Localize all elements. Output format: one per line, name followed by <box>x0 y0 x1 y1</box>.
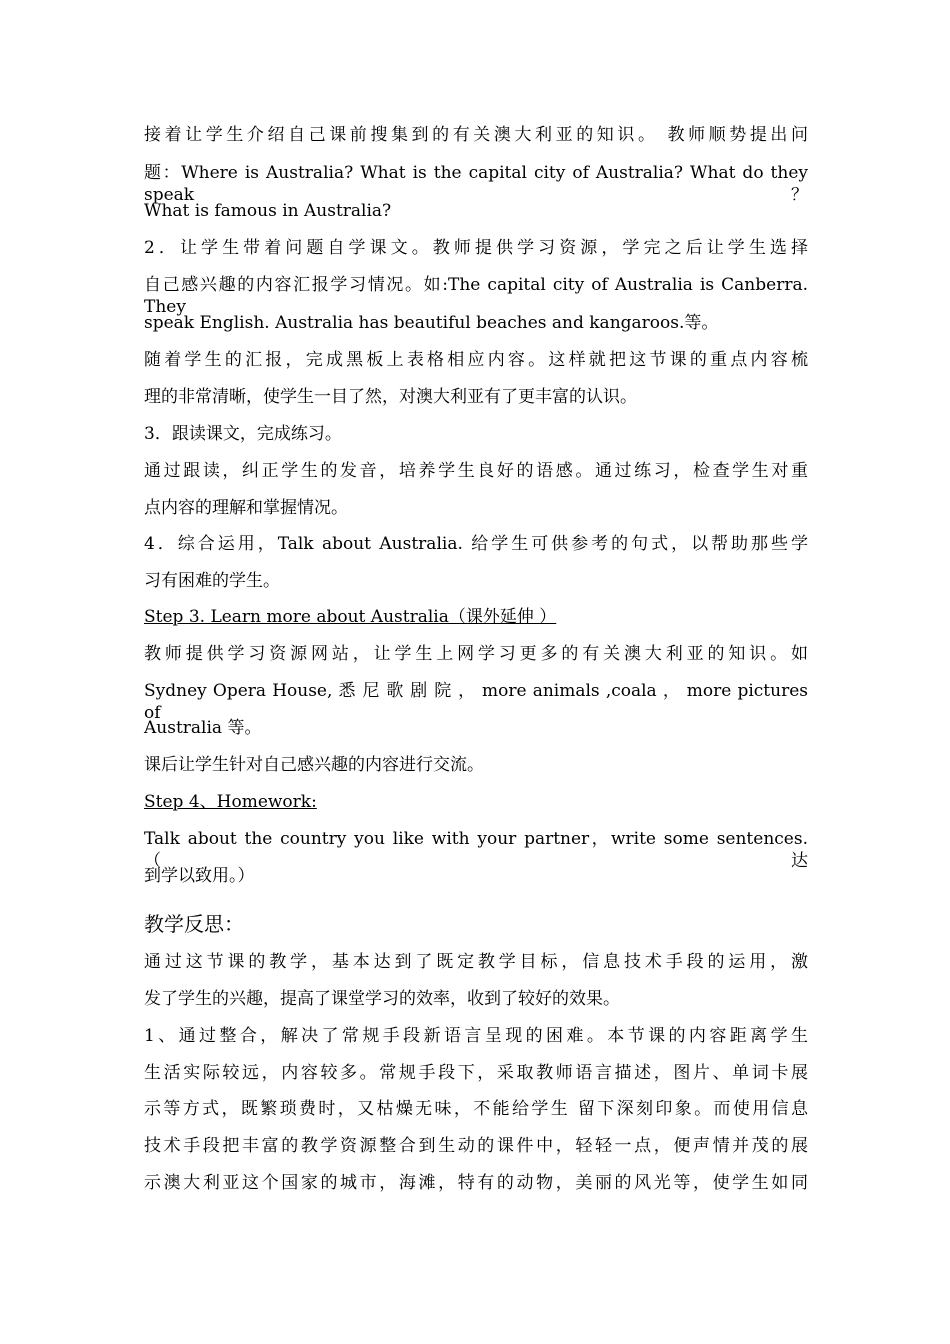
paragraph-line: Sydney Opera House, 悉 尼 歌 剧 院 ， more animals ,coala ， more pictures of <box>144 681 808 723</box>
list-step-line: 3．跟读课文，完成练习。 <box>144 424 342 444</box>
paragraph-line: 发了学生的兴趣，提高了课堂学习的效率，收到了较好的效果。 <box>144 989 620 1009</box>
step-4-heading: Step 4、Homework: <box>144 792 317 812</box>
paragraph-line: Australia 等。 <box>144 718 262 738</box>
paragraph-line: 自己感兴趣的内容汇报学习情况。如:The capital city of Australia is Canberra. They <box>144 275 808 317</box>
paragraph-line: 课后让学生针对自己感兴趣的内容进行交流。 <box>144 755 484 775</box>
paragraph-line: speak English. Australia has beautiful beaches and kangaroos.等。 <box>144 313 719 333</box>
paragraph-line: 生活实际较远，内容较多。常规手段下，采取教师语言描述，图片、单词卡展 <box>144 1063 808 1083</box>
paragraph-line: Talk about the country you like with your partner，write some sentences. （达 <box>144 829 808 871</box>
paragraph-line: 接着让学生介绍自己课前搜集到的有关澳大利亚的知识。 教师顺势提出问 <box>144 125 808 145</box>
paragraph-line: 1、通过整合，解决了常规手段新语言呈现的困难。本节课的内容距离学生 <box>144 1026 808 1046</box>
paragraph-line: 技术手段把丰富的教学资源整合到生动的课件中，轻轻一点，便声情并茂的展 <box>144 1136 808 1156</box>
paragraph-line: 点内容的理解和掌握情况。 <box>144 498 348 518</box>
paragraph-line: 教师提供学习资源网站，让学生上网学习更多的有关澳大利亚的知识。如 <box>144 644 808 664</box>
paragraph-line: 理的非常清晰，使学生一目了然，对澳大利亚有了更丰富的认识。 <box>144 387 637 407</box>
paragraph-line: 通过跟读，纠正学生的发音，培养学生良好的语感。通过练习，检查学生对重 <box>144 461 808 481</box>
section-heading: 教学反思： <box>144 912 244 936</box>
paragraph-line: 示澳大利亚这个国家的城市，海滩，特有的动物，美丽的风光等，使学生如同 <box>144 1173 808 1193</box>
paragraph-line: 2．让学生带着问题自学课文。教师提供学习资源，学完之后让学生选择 <box>144 238 808 258</box>
paragraph-line: 随着学生的汇报，完成黑板上表格相应内容。这样就把这节课的重点内容梳 <box>144 350 808 370</box>
paragraph-line: 题：Where is Australia? What is the capital city of Australia? What do they speak ？ <box>144 163 808 205</box>
paragraph-line: 示等方式，既繁琐费时，又枯燥无味，不能给学生 留下深刻印象。而使用信息 <box>144 1099 808 1119</box>
paragraph-line: 习有困难的学生。 <box>144 571 280 591</box>
step-3-heading: Step 3. Learn more about Australia（课外延伸 ） <box>144 607 557 627</box>
paragraph-line: 4．综合运用，Talk about Australia. 给学生可供参考的句式，以帮助那些学 <box>144 534 808 554</box>
paragraph-line: What is famous in Australia? <box>144 201 392 221</box>
paragraph-line: 到学以致用。） <box>144 866 255 886</box>
paragraph-line: 通过这节课的教学，基本达到了既定教学目标，信息技术手段的运用，激 <box>144 952 808 972</box>
